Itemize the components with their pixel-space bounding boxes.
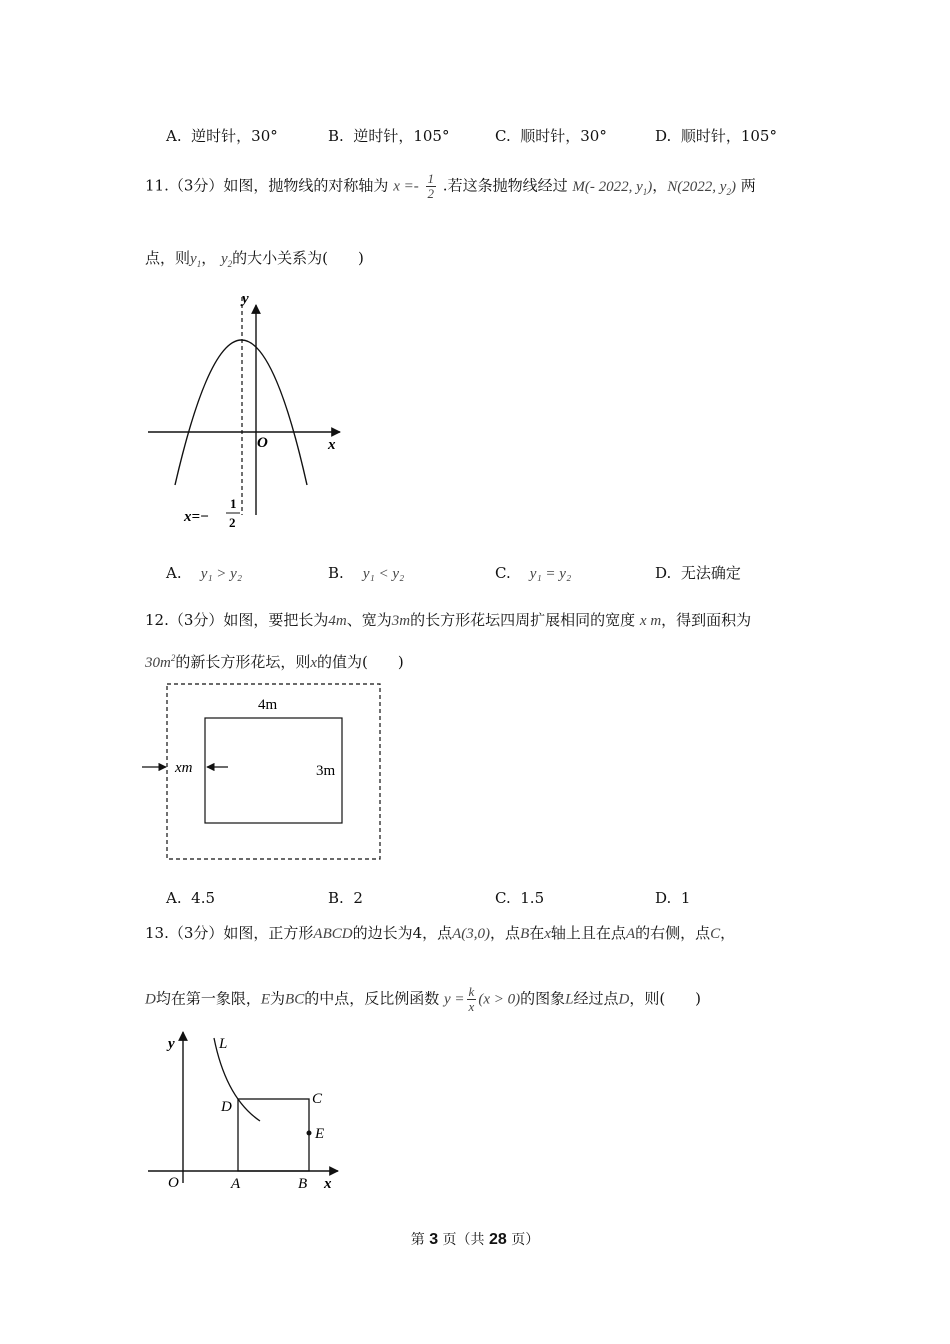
square-abcd	[238, 1099, 309, 1171]
q11-parabola-figure	[140, 285, 360, 545]
fig-eq-den: 2	[229, 515, 236, 530]
q12-line1: 12.（3分）如图，要把长为4m、宽为3m的长方形花坛四周扩展相同的宽度 x m，得到面积为	[145, 611, 752, 629]
q10-option-d: D. 顺时针，105°	[655, 127, 777, 145]
fig-eq-label: x=−	[184, 509, 210, 525]
q12-option-a: A. 4.5	[166, 889, 216, 907]
q13-fraction: $\frac{k}{x}$	[468, 984, 475, 1014]
q12-option-c: C. 1.5	[495, 889, 545, 907]
q12-option-b: B. 2	[328, 889, 363, 907]
fig-eq-num: 1	[230, 496, 237, 511]
fig-x-label: x	[328, 437, 336, 453]
q13-line1: 13.（3分）如图，正方形ABCD的边长为4，点A(3,0)，点B在x轴上且在点A的右侧，点C，	[145, 924, 736, 942]
q11-option-c: C. y₁ = y₂	[495, 564, 572, 582]
q13-line2: D均在第一象限，E为BC的中点，反比例函数 y = $\frac{k}{x}$ (x > 0)的图象L经过点D，则( )	[145, 984, 702, 1014]
fig-b-label: B	[298, 1176, 308, 1192]
fig-e-label: E	[315, 1126, 325, 1142]
q11-line2: 点，则$y_1$， $y_2$的大小关系为( )	[145, 249, 364, 269]
fig-x-label: xm	[175, 760, 193, 776]
q11-option-d: D. 无法确定	[655, 564, 741, 582]
q10-option-b: B. 逆时针，105°	[328, 127, 450, 145]
q10-option-a: A. 逆时针，30°	[166, 127, 278, 145]
q10-option-c: C. 顺时针，30°	[495, 127, 607, 145]
fig-x-label: x	[324, 1176, 332, 1192]
fig-d-label: D	[221, 1099, 232, 1115]
fig-l-label: L	[219, 1036, 228, 1052]
fig-top-label: 4m	[258, 697, 278, 713]
page-footer: 第 3 页（共 28 页）	[410, 1231, 540, 1248]
q12-option-d: D. 1	[655, 889, 691, 907]
fig-origin-label: O	[257, 435, 268, 451]
q12-line2: $30m^2$的新长方形花坛，则x的值为( )	[145, 653, 404, 671]
fig-y-label: y	[242, 291, 249, 307]
q11-option-a: A. y₁ > y₂	[166, 564, 243, 582]
parabola-curve	[175, 340, 307, 485]
fig-y-label: y	[168, 1036, 175, 1052]
q11-line1: 11.（3分）如图，抛物线的对称轴为 x =- $\frac{1}{2}$ .若这条抛物线经过 M(- 2022, $y_1$)，N(2022, $y_2$) 两	[145, 171, 756, 201]
q13-square-figure	[140, 1028, 360, 1198]
fig-side-label: 3m	[316, 763, 336, 779]
q12-garden-figure	[140, 678, 390, 868]
fig-a-label: A	[231, 1176, 241, 1192]
fig-c-label: C	[312, 1091, 323, 1107]
q11-option-b: B. y₁ < y₂	[328, 564, 405, 582]
fig-o-label: O	[168, 1175, 179, 1191]
q11-fraction: $\frac{1}{2}$	[427, 171, 435, 201]
point-e	[307, 1131, 312, 1136]
